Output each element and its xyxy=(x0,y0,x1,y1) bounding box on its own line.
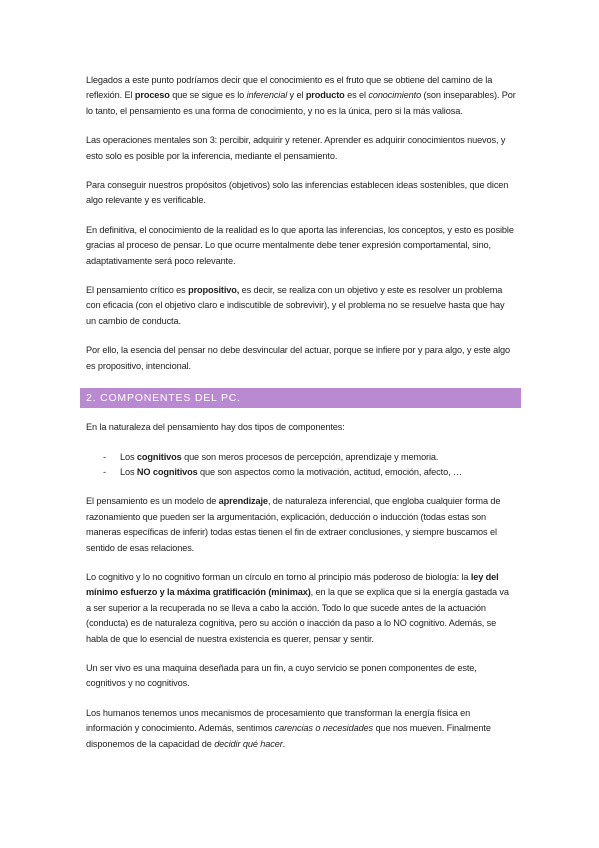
components-list xyxy=(86,450,516,481)
document-body xyxy=(86,73,516,766)
intro-paragraph-6: Por ello, la esencia del pensar no debe desvincular del actuar, porque se infiere por y para algo, y este algo es propositivo, intencional. xyxy=(86,345,510,371)
intro-paragraph-4: En definitiva, el conocimiento de la realidad es lo que aporta las inferencias, los conceptos, y esto es posible gracias al proceso de pensar. Lo que ocurre mentalmente debe tener expresión comportamental, sino, adaptativamente será poco relevante. xyxy=(86,224,514,266)
list-dash: - xyxy=(103,466,106,477)
intro-paragraph-3: Para conseguir nuestros propósitos (objetivos) solo las inferencias establecen ideas sostenibles, que dicen algo relevante y es verificable. xyxy=(86,180,509,206)
intro-paragraph-5: El pensamiento crítico es propositivo, es decir, se realiza con un objetivo y este es resolver un problema con eficacia (con el objetivo claro e indiscutible de sobrevivir), y el problema no se resuelve hasta que hay un cambio de conducta. xyxy=(86,285,505,326)
section-paragraph-4: Un ser vivo es una maquina deseñada para un fin, a cuyo servicio se ponen componentes de este, cognitivos y no cognitivos. xyxy=(86,662,477,689)
list-item: - Los cognitivos que son meros procesos de percepción, aprendizaje y memoria. xyxy=(86,450,516,465)
intro-paragraph-2: Las operaciones mentales son 3: percibir, adquirir y retener. Aprender es adquirir conocimientos nuevos, y esto solo es posible por la inferencia, mediante el pensamiento. xyxy=(86,135,506,161)
section-paragraph-3: Lo cognitivo y lo no cognitivo forman un círculo en torno al principio más poderoso de biología: la ley del mínimo esfuerzo y la máxima gratificación (minimax), en la que se explica que si la energía gastada va a ser superior a la recuperada no se lleva a cabo la acción. Todo lo que sucede antes de la actuación (conducta) es de naturaleza cognitiva, pero su acción o inacción da paso a lo NO cognitivo. Además, se habla de que lo esencial de nuestra existencia es querer, pensar y sentir. xyxy=(86,571,509,644)
section-paragraph-2: El pensamiento es un modelo de aprendizaje, de naturaleza inferencial, que engloba cualquier forma de razonamiento que pueden ser la argumentación, explicación, deducción o inducción (todas estas son maneras específicas de inferir) todas estas tienen el fin de extraer conclusiones, y siempre buscamos el sentido de esas relaciones. xyxy=(86,496,501,553)
section-heading: 2. COMPONENTES DEL PC. xyxy=(80,388,521,408)
section-paragraph-1: En la naturaleza del pensamiento hay dos tipos de componentes: xyxy=(86,422,345,433)
intro-paragraph-1: Llegados a este punto podríamos decir que el conocimiento es el fruto que se obtiene del camino de la reflexión. El proceso que se sigue es lo inferencial y el producto es el conocimiento (son inseparables). Por lo tanto, el pensamiento es una forma de conocimiento, y no es la única, pero si la más valiosa. xyxy=(86,75,516,116)
list-dash: - xyxy=(103,451,106,462)
section-paragraph-5: Los humanos tenemos unos mecanismos de procesamiento que transforman la energía física en información y conocimiento. Además, sentimos carencias o necesidades que nos mueven. Finalmente disponemos de la capacidad de decidir qué hacer. xyxy=(86,707,491,749)
list-item: - Los NO cognitivos que son aspectos como la motivación, actitud, emoción, afecto, … xyxy=(86,465,516,480)
